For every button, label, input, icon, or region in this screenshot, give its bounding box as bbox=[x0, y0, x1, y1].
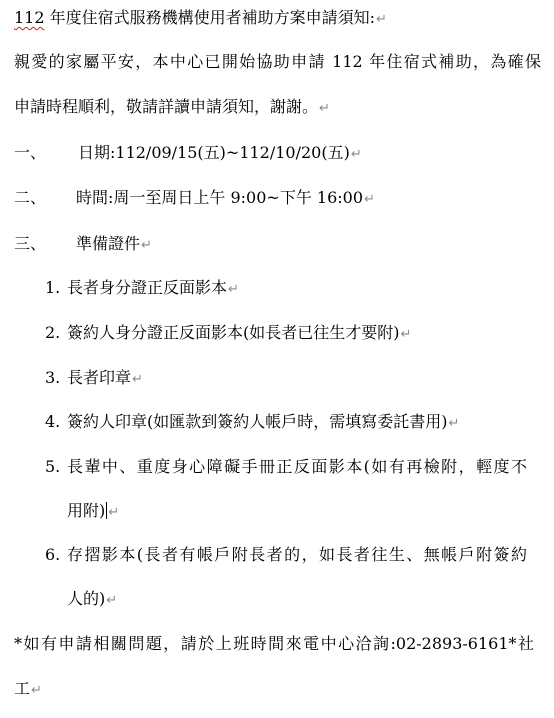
paragraph-mark-icon: ↵ bbox=[108, 505, 120, 520]
list-item bbox=[0, 543, 554, 567]
list-text: 人的) bbox=[67, 589, 106, 608]
document-title: 112 年度住宿式服務機構使用者補助方案申請須知:↵ bbox=[14, 8, 387, 27]
paragraph-mark-icon: ↵ bbox=[132, 372, 143, 387]
paragraph-mark-icon: ↵ bbox=[376, 12, 387, 27]
section-number: 二、 bbox=[14, 188, 47, 207]
spellcheck-underline: 112 bbox=[14, 8, 45, 27]
list-text: 長者印章 bbox=[67, 368, 132, 387]
section-time bbox=[0, 186, 554, 210]
footer-note-line-2: 工↵ bbox=[14, 679, 42, 698]
paragraph-mark-icon: ↵ bbox=[31, 683, 42, 698]
section-text: 準備證件 bbox=[76, 234, 141, 253]
list-item bbox=[0, 410, 554, 434]
paragraph-mark-icon: ↵ bbox=[350, 147, 362, 162]
list-item-continuation bbox=[0, 499, 554, 523]
intro-paragraph-line-1: 親愛的家屬平安，本中心已開始協助申請 112 年住宿式補助，為確保 bbox=[14, 52, 541, 71]
list-item-continuation bbox=[0, 587, 554, 611]
paragraph-mark-icon: ↵ bbox=[319, 101, 330, 116]
paragraph-mark-icon: ↵ bbox=[141, 238, 152, 253]
intro-paragraph-line-2: 申請時程順利，敬請詳讀申請須知，謝謝。↵ bbox=[14, 97, 330, 116]
section-date bbox=[0, 141, 554, 165]
list-number: 6. bbox=[45, 545, 61, 564]
list-text: 簽約人印章(如匯款到簽約人帳戶時，需填寫委託書用) bbox=[67, 412, 448, 431]
list-text: 存摺影本(長者有帳戶附長者的，如長者往生、無帳戶附簽約 bbox=[67, 545, 527, 564]
paragraph-mark-icon: ↵ bbox=[228, 282, 239, 297]
paragraph-mark-icon: ↵ bbox=[106, 593, 118, 608]
footer-note-line-1: *如有申請相關問題，請於上班時間來電中心洽詢:02-2893-6161*社 bbox=[14, 634, 534, 653]
list-text: 長輩中、重度身心障礙手冊正反面影本(如有再檢附，輕度不 bbox=[67, 457, 527, 476]
list-number: 4. bbox=[45, 412, 61, 431]
section-number: 一、 bbox=[14, 143, 47, 162]
list-number: 1. bbox=[45, 278, 61, 297]
paragraph-mark-icon: ↵ bbox=[364, 192, 375, 207]
section-text: 日期:112/09/15(五)~112/10/20(五) bbox=[78, 143, 350, 162]
list-number: 5. bbox=[45, 457, 61, 476]
list-text: 簽約人身分證正反面影本(如長者已往生才要附) bbox=[67, 323, 400, 342]
paragraph-mark-icon: ↵ bbox=[400, 327, 412, 342]
section-text: 時間:周一至周日上午 9:00~下午 16:00 bbox=[76, 188, 364, 207]
list-number: 3. bbox=[45, 368, 61, 387]
list-item bbox=[0, 366, 554, 390]
list-item bbox=[0, 276, 554, 300]
section-number: 三、 bbox=[14, 234, 47, 253]
section-documents bbox=[0, 232, 554, 256]
list-number: 2. bbox=[45, 323, 61, 342]
list-item bbox=[0, 321, 554, 345]
list-text: 用附) bbox=[67, 501, 106, 520]
list-item bbox=[0, 455, 554, 479]
list-text: 長者身分證正反面影本 bbox=[67, 278, 228, 297]
paragraph-mark-icon: ↵ bbox=[448, 416, 460, 431]
